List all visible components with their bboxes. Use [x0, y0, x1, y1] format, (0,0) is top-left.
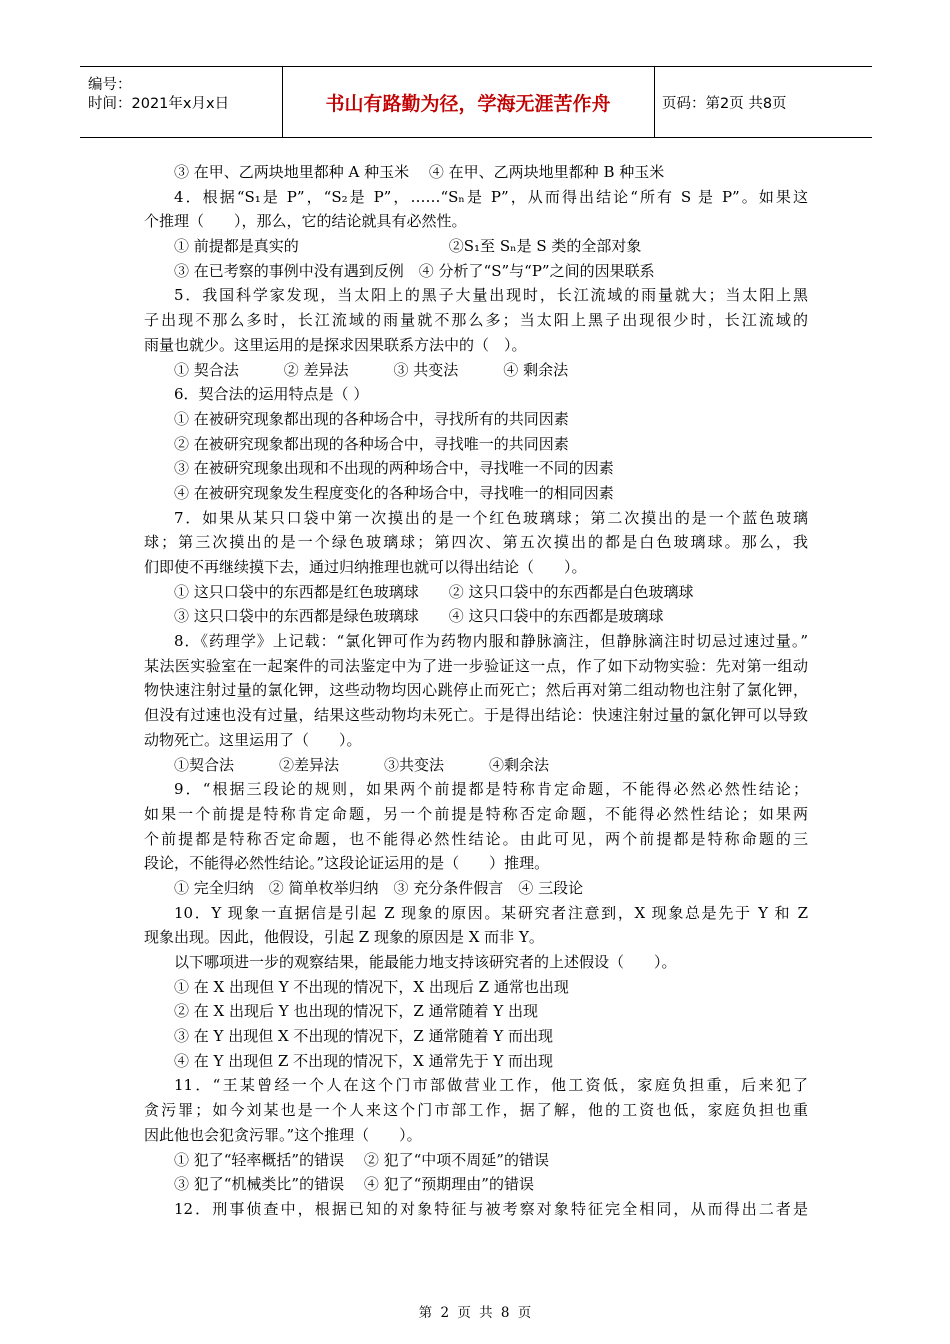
text-line: ① 完全归纳 ② 简单枚举归纳 ③ 充分条件假言 ④ 三段论 — [174, 878, 584, 897]
text-line: ①契合法 ②差异法 ③共变法 ④剩余法 — [174, 755, 550, 774]
text-line: 因此他也会犯贪污罪。”这个推理（ ）。 — [144, 1125, 422, 1144]
text-line: 4．根据“S₁是 P”，“S₂是 P”，……“Sₙ是 P”，从而得出结论“所有 S 是 P”。如果这 — [174, 187, 808, 206]
header-page-number: 页码：第2页 共8页 — [662, 96, 787, 112]
text-line: ① 契合法 ② 差异法 ③ 共变法 ④ 剩余法 — [174, 360, 569, 379]
header-divider-right — [654, 67, 655, 137]
serial-number-label: 编号： — [88, 77, 132, 93]
text-line: 6．契合法的运用特点是（ ） — [174, 385, 369, 404]
text-line: 7．如果从某只口袋中第一次摸出的是一个红色玻璃球；第二次摸出的是一个蓝色玻璃 — [174, 508, 808, 527]
text-line: ① 犯了“轻率概括”的错误 ② 犯了“中项不周延”的错误 — [174, 1150, 549, 1169]
text-line: ② 在 X 出现后 Y 也出现的情况下，Z 通常随着 Y 出现 — [174, 1002, 539, 1021]
text-line: ① 前提都是真实的 ②S₁至 Sₙ是 S 类的全部对象 — [174, 237, 642, 256]
text-line: 们即使不再继续摸下去，通过归纳推理也就可以得出结论（ ）。 — [144, 558, 587, 576]
text-line: ① 在被研究现象都出现的各种场合中，寻找所有的共同因素 — [174, 409, 569, 428]
text-line: 贪污罪；如今刘某也是一个人来这个门市部工作，据了解，他的工资也低，家庭负担也重 — [144, 1101, 808, 1120]
text-line: 9．“根据三段论的规则，如果两个前提都是特称肯定命题，不能得必然必然性结论； — [174, 780, 808, 799]
text-line: 现象出现。因此，他假设，引起 Z 现象的原因是 X 而非 Y。 — [144, 928, 544, 947]
text-line: ① 这只口袋中的东西都是红色玻璃球 ② 这只口袋中的东西都是白色玻璃球 — [174, 582, 694, 601]
text-line: ④ 在被研究现象发生程度变化的各种场合中，寻找唯一的相同因素 — [174, 483, 614, 502]
page-footer: 第 2 页 共 8 页 — [418, 1305, 532, 1321]
text-line: 如果一个前提是特称肯定命题，另一个前提是特称否定命题，不能得必然性结论；如果两 — [144, 804, 808, 823]
text-line: 动物死亡。这里运用了（ ）。 — [144, 730, 362, 749]
text-line: 球；第三次摸出的是一个绿色玻璃球；第四次、第五次摸出的都是白色玻璃球。那么，我 — [144, 533, 808, 552]
page-header — [80, 66, 872, 138]
text-line: 某法医实验室在一起案件的司法鉴定中为了进一步验证这一点，作了如下动物实验：先对第一组动 — [144, 656, 808, 675]
text-line: ③ 这只口袋中的东西都是绿色玻璃球 ④ 这只口袋中的东西都是玻璃球 — [174, 607, 664, 626]
text-line: 10．Y 现象一直据信是引起 Z 现象的原因。某研究者注意到，X 现象总是先于 Y 和 Z — [174, 903, 808, 922]
text-line: ① 在 X 出现但 Y 不出现的情况下，X 出现后 Z 通常也出现 — [174, 977, 569, 996]
text-line: ④ 在 Y 出现但 Z 不出现的情况下，X 通常先于 Y 而出现 — [174, 1051, 554, 1070]
text-line: 但没有过速也没有过量，结果这些动物均未死亡。于是得出结论：快速注射过量的氯化钾可以导致 — [144, 706, 808, 725]
text-line: 5．我国科学家发现，当太阳上的黑子大量出现时，长江流域的雨量就大；当太阳上黑 — [174, 286, 808, 305]
text-line: 段论，不能得必然性结论。”这段论证运用的是（ ）推理。 — [144, 854, 550, 873]
text-line: 12．刑事侦查中，根据已知的对象特征与被考察对象特征完全相同，从而得出二者是 — [174, 1199, 808, 1218]
text-line: ③ 在 Y 出现但 X 不出现的情况下，Z 通常随着 Y 而出现 — [174, 1027, 554, 1046]
text-line: 8．《药理学》上记载：“氯化钾可作为药物内服和静脉滴注，但静脉滴注时切忌过速过量。” — [174, 632, 808, 651]
document-body — [144, 160, 808, 1222]
text-line: 物快速注射过量的氯化钾，这些动物均因心跳停止而死亡；然后再对第二组动物也注射了氯化钾， — [144, 681, 808, 700]
header-motto: 书山有路勤为径，学海无涯苦作舟 — [325, 93, 611, 115]
text-line: 个推理（ ），那么，它的结论就具有必然性。 — [144, 212, 467, 231]
text-line: 以下哪项进一步的观察结果，能最能力地支持该研究者的上述假设（ ）。 — [174, 953, 677, 971]
text-line: ② 在被研究现象都出现的各种场合中，寻找唯一的共同因素 — [174, 434, 569, 453]
text-line: 雨量也就少。这里运用的是探求因果联系方法中的（ ）。 — [144, 335, 527, 354]
text-line: 11．“王某曾经一个人在这个门市部做营业工作，他工资低，家庭负担重，后来犯了 — [174, 1076, 808, 1095]
date-label: 时间：2021年x月x日 — [88, 96, 230, 112]
text-line: 个前提都是特称否定命题，也不能得必然性结论。由此可见，两个前提都是特称命题的三 — [144, 829, 808, 848]
text-line: ③ 犯了“机械类比”的错误 ④ 犯了“预期理由”的错误 — [174, 1175, 534, 1194]
text-line: ③ 在被研究现象出现和不出现的两种场合中，寻找唯一不同的因素 — [174, 459, 614, 478]
text-line: ③ 在已考察的事例中没有遇到反例 ④ 分析了“S”与“P”之间的因果联系 — [174, 261, 655, 280]
text-line: ③ 在甲、乙两块地里都种 A 种玉米 ④ 在甲、乙两块地里都种 B 种玉米 — [174, 163, 665, 181]
text-line: 子出现不那么多时，长江流域的雨量就不那么多；当太阳上黑子出现很少时，长江流域的 — [144, 311, 808, 330]
